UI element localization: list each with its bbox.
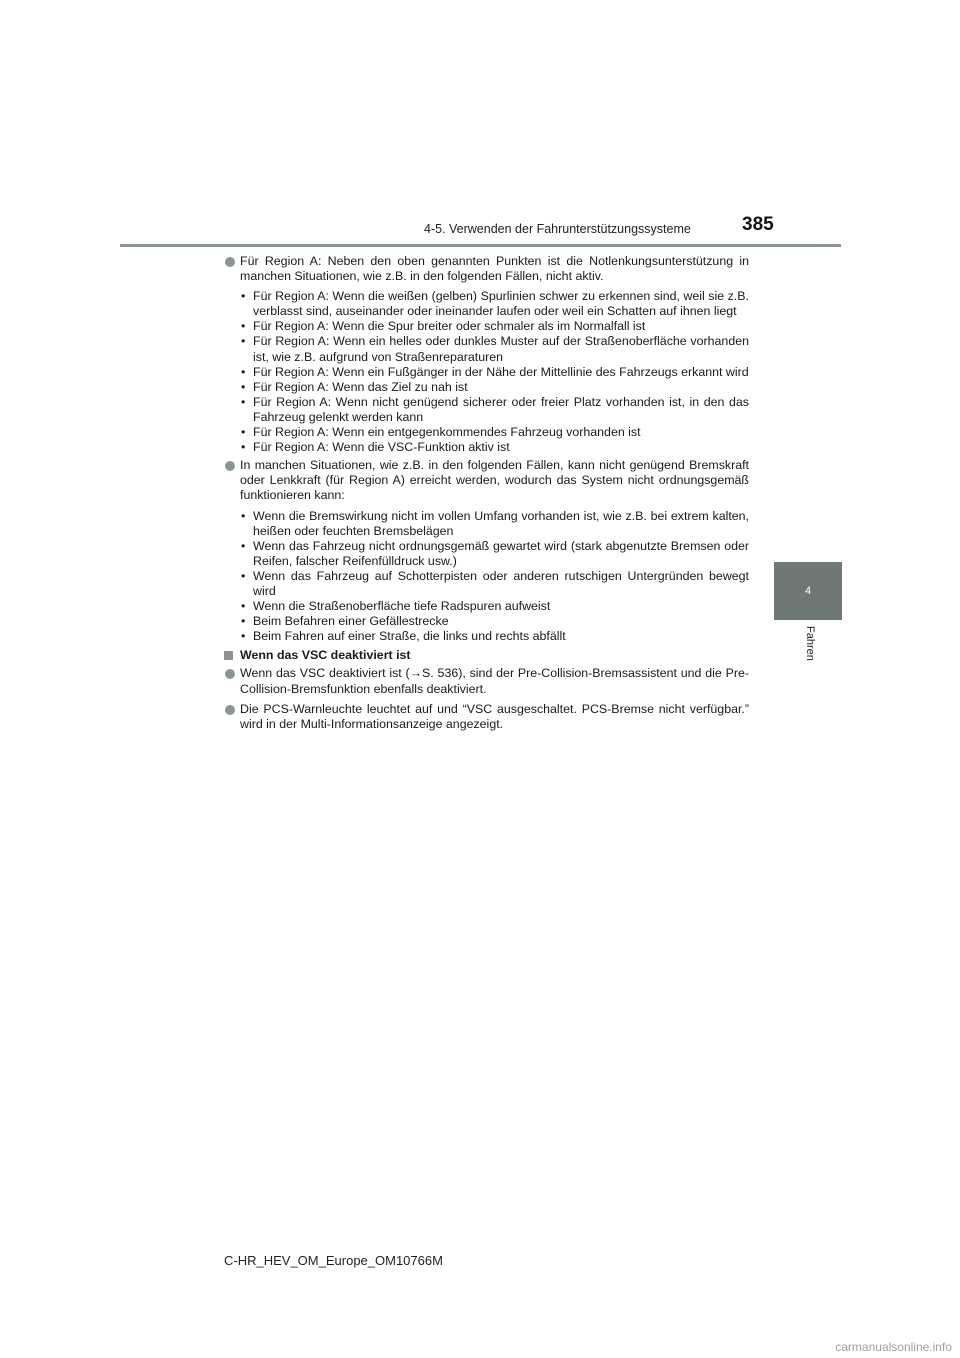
list-item: • Wenn die Straßenoberfläche tiefe Radspuren aufweist — [241, 599, 551, 614]
section-heading — [224, 648, 749, 663]
bullet-circle-icon — [225, 257, 235, 267]
chapter-tab — [774, 562, 842, 620]
bullet-marker: • — [241, 440, 246, 455]
bullet-marker: • — [241, 334, 246, 349]
paragraph-text: Für Region A: Neben den oben genannten Punkten ist die Notlenkungsunterstützung in manchen Situationen, wie z.B. in den folgenden Fällen, nicht aktiv. — [240, 254, 749, 284]
list-item: • Für Region A: Wenn die weißen (gelben) Spurlinien schwer zu erkennen sind, weil sie z.B. verblasst sind, auseinander oder ineinander laufen oder weil ein Schatten auf ihnen liegt — [241, 289, 749, 319]
section-title: 4-5. Verwenden der Fahrunterstützungssysteme — [424, 222, 691, 236]
paragraph-region-a — [224, 254, 749, 284]
paragraph-text: In manchen Situationen, wie z.B. in den folgenden Fällen, kann nicht genügend Bremskraft oder Lenkkraft (für Region A) erreicht werden, wodurch das System nicht ordnungsgemäß funktionieren kann: — [240, 458, 749, 503]
paragraph-brake-force — [224, 458, 749, 503]
bullet-marker: • — [241, 364, 246, 379]
bullet-marker: • — [241, 599, 246, 614]
bullet-marker: • — [241, 614, 246, 629]
brake-force-list — [224, 509, 749, 645]
bullet-marker: • — [241, 629, 246, 644]
bullet-marker: • — [241, 538, 246, 553]
main-content — [224, 254, 749, 732]
bullet-marker: • — [241, 289, 246, 304]
list-item: • Für Region A: Wenn nicht genügend sicherer oder freier Platz vorhanden ist, in den das Fahrzeug gelenkt werden kann — [241, 394, 749, 424]
paragraph-pcs-warning — [224, 702, 749, 732]
list-item: • Für Region A: Wenn die VSC-Funktion aktiv ist — [241, 440, 510, 455]
paragraph-text: Wenn das VSC deaktiviert ist (→S. 536), sind der Pre-Collision-Bremsassistent und die Pre-Collision-Bremsfunktion ebenfalls deaktiviert. — [240, 666, 749, 696]
square-bullet-icon — [224, 651, 233, 660]
bullet-marker: • — [241, 319, 246, 334]
list-item: • Für Region A: Wenn die Spur breiter oder schmaler als im Normalfall ist — [241, 319, 646, 334]
bullet-marker: • — [241, 508, 246, 523]
list-item: • Für Region A: Wenn das Ziel zu nah ist — [241, 379, 468, 394]
chapter-label: Fahren — [804, 626, 816, 661]
header-rule — [120, 244, 841, 247]
list-item: • Wenn das Fahrzeug auf Schotterpisten oder anderen rutschigen Untergründen bewegt wird — [241, 568, 749, 598]
paragraph-vsc-disabled — [224, 666, 749, 696]
list-item: • Wenn das Fahrzeug nicht ordnungsgemäß gewartet wird (stark abgenutzte Bremsen oder Reifen, falscher Reifenfülldruck usw.) — [241, 538, 749, 568]
list-item: • Beim Befahren einer Gefällestrecke — [241, 614, 449, 629]
region-a-list — [224, 289, 749, 455]
page-number: 385 — [742, 214, 774, 235]
bullet-circle-icon — [225, 461, 235, 471]
list-item: • Beim Fahren auf einer Straße, die links und rechts abfällt — [241, 629, 566, 644]
document-id: C-HR_HEV_OM_Europe_OM10766M — [224, 1253, 443, 1268]
bullet-circle-icon — [225, 669, 235, 679]
list-item: • Für Region A: Wenn ein entgegenkommendes Fahrzeug vorhanden ist — [241, 425, 641, 440]
bullet-marker: • — [241, 568, 246, 583]
list-item: • Für Region A: Wenn ein helles oder dunkles Muster auf der Straßenoberfläche vorhanden ist, wie z.B. aufgrund von Straßenreparaturen — [241, 334, 749, 364]
section-heading-text: Wenn das VSC deaktiviert ist — [240, 648, 411, 663]
chapter-number: 4 — [804, 585, 812, 597]
bullet-circle-icon — [225, 705, 235, 715]
bullet-marker: • — [241, 394, 246, 409]
bullet-marker: • — [241, 379, 246, 394]
bullet-marker: • — [241, 425, 246, 440]
list-item: • Wenn die Bremswirkung nicht im vollen Umfang vorhanden ist, wie z.B. bei extrem kalten, heißen oder feuchten Bremsbelägen — [241, 508, 749, 538]
list-item: • Für Region A: Wenn ein Fußgänger in der Nähe der Mittellinie des Fahrzeugs erkannt wird — [241, 364, 749, 379]
watermark: carmanualsonline.info — [835, 1340, 952, 1354]
paragraph-text: Die PCS-Warnleuchte leuchtet auf und “VSC ausgeschaltet. PCS-Bremse nicht verfügbar.” wird in der Multi-Informationsanzeige angezeigt. — [240, 701, 749, 731]
